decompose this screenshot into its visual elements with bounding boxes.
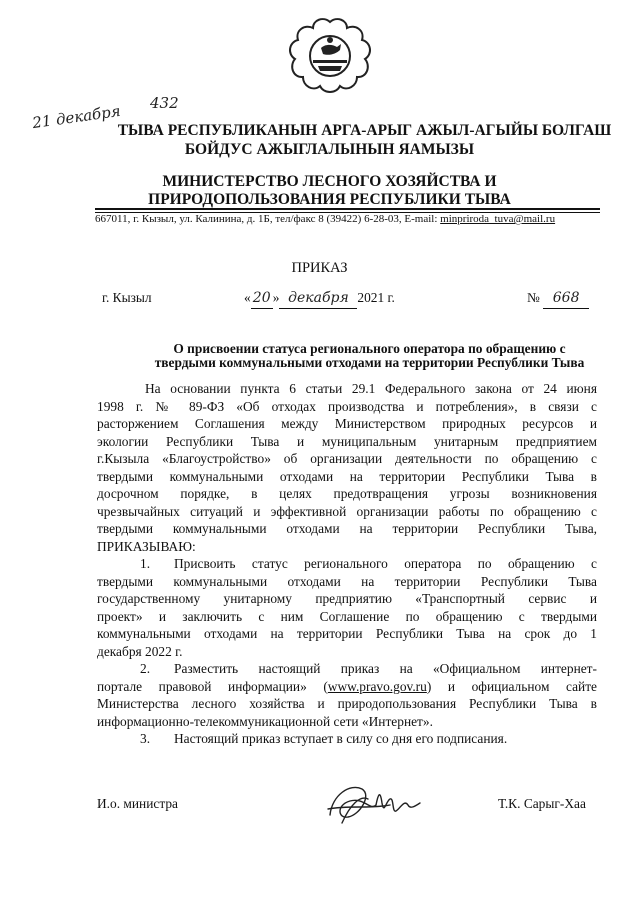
subject-line2: твердыми коммунальными отходами на территории Республики Тыва — [154, 355, 585, 370]
item2-line: Министерства лесного хозяйства и природопользования Республики Тыва в — [97, 696, 597, 711]
order-number-value: 668 — [543, 290, 589, 309]
order-number — [527, 289, 589, 309]
header-ministry-line1: МИНИСТЕРСТВО ЛЕСНОГО ХОЗЯЙСТВА И — [162, 173, 497, 190]
signatory-position: И.о. министра — [97, 796, 178, 811]
header-ministry-line2: ПРИРОДОПОЛЬЗОВАНИЯ РЕСПУБЛИКИ ТЫВА — [148, 191, 511, 208]
preamble-line: расторжением Соглашения между Министерством природных ресурсов и — [97, 416, 597, 431]
preamble-line: экологии Республики Тыва и муниципальным унитарным предприятием — [97, 434, 597, 449]
order-month: декабря — [279, 290, 357, 309]
handwritten-registration-number: 432 — [150, 94, 179, 112]
preamble-line: твердыми коммунальными отходами на территории Республики Тыва, — [97, 521, 597, 536]
order-day: 20 — [251, 290, 273, 309]
subject-line1: О присвоении статуса регионального оператора по обращению с — [173, 341, 566, 356]
item1-number: 1. — [140, 556, 151, 571]
preamble-line: чрезвычайных ситуаций и эффективной организации работы по обращению с — [97, 504, 597, 519]
item3-text: Настоящий приказ вступает в силу со дня его подписания. — [174, 731, 508, 746]
order-date — [244, 289, 395, 309]
item1-last-line: декабря 2022 г. — [97, 644, 183, 659]
header-tuvan-line1: ТЫВА РЕСПУБЛИКАНЫН АРГА-АРЫГ АЖЫЛ-АГЫЙЫ БОЛГАШ — [117, 122, 612, 139]
ministry-address — [95, 213, 555, 225]
item2-text-b: ) и официальном сайте — [426, 679, 597, 694]
preamble-line: твердыми коммунальными отходами на территории Республики Тыва в — [97, 469, 597, 484]
preamble-line: г.Кызыла «Благоустройство» об организации деятельности по обращению с — [97, 451, 597, 466]
item2-number: 2. — [140, 661, 151, 676]
number-sign: № — [527, 290, 540, 305]
item1-line: твердыми коммунальными отходами на территории Республики Тыва — [97, 574, 597, 589]
item2-last-line: информационно-телекоммуникационной сети «Интернет». — [97, 714, 433, 729]
item2-line: Разместить настоящий приказ на «Официальном интернет- — [174, 661, 597, 676]
handwritten-signature-icon — [320, 775, 430, 835]
order-title: ПРИКАЗ — [291, 260, 348, 276]
pravo-gov-link[interactable]: www.pravo.gov.ru — [327, 679, 427, 694]
item2-line-with-link — [97, 678, 597, 696]
preamble-line: 1998 г. № 89-ФЗ «Об отходах производства и потребления», в связи с — [97, 399, 597, 414]
item3-number: 3. — [140, 731, 151, 746]
item1-line: Присвоить статус регионального оператора по обращению с — [174, 556, 597, 571]
item1-line: проект» и заключить с ним Соглашение по обращению с твердыми — [97, 609, 597, 624]
order-city: г. Кызыл — [102, 290, 152, 305]
handwritten-registration-date: 21 декабря — [31, 101, 122, 133]
order-year: 2021 г. — [357, 290, 395, 305]
item1-line: коммунальными отходами на территории Республики Тыва на срок до 1 — [97, 626, 597, 641]
quote-open: « — [244, 290, 251, 305]
tuva-emblem-icon — [285, 14, 375, 100]
preamble-line: На основании пункта 6 статьи 29.1 Федерального закона от 24 июня — [145, 381, 597, 396]
signatory-name: Т.К. Сарыг-Хаа — [498, 796, 586, 811]
preamble-line: досрочном порядке, в целях предотвращения угрозы возникновения — [97, 486, 597, 501]
header-rule-thick — [95, 208, 600, 210]
item2-text-a: портале правовой информации» ( — [97, 679, 328, 694]
item1-line: государственному унитарному предприятию «Транспортный сервис и — [97, 591, 597, 606]
email-link[interactable]: minpriroda_tuva@mail.ru — [440, 213, 556, 225]
address-text: 667011, г. Кызыл, ул. Калинина, д. 1Б, тел/факс 8 (39422) 6-28-03, E-mail: — [95, 213, 441, 225]
quote-close: » — [272, 290, 280, 305]
order-word: ПРИКАЗЫВАЮ: — [97, 539, 196, 554]
header-tuvan-line2: БОЙДУС АЖЫГЛАЛЫНЫН ЯАМЫЗЫ — [184, 141, 475, 158]
